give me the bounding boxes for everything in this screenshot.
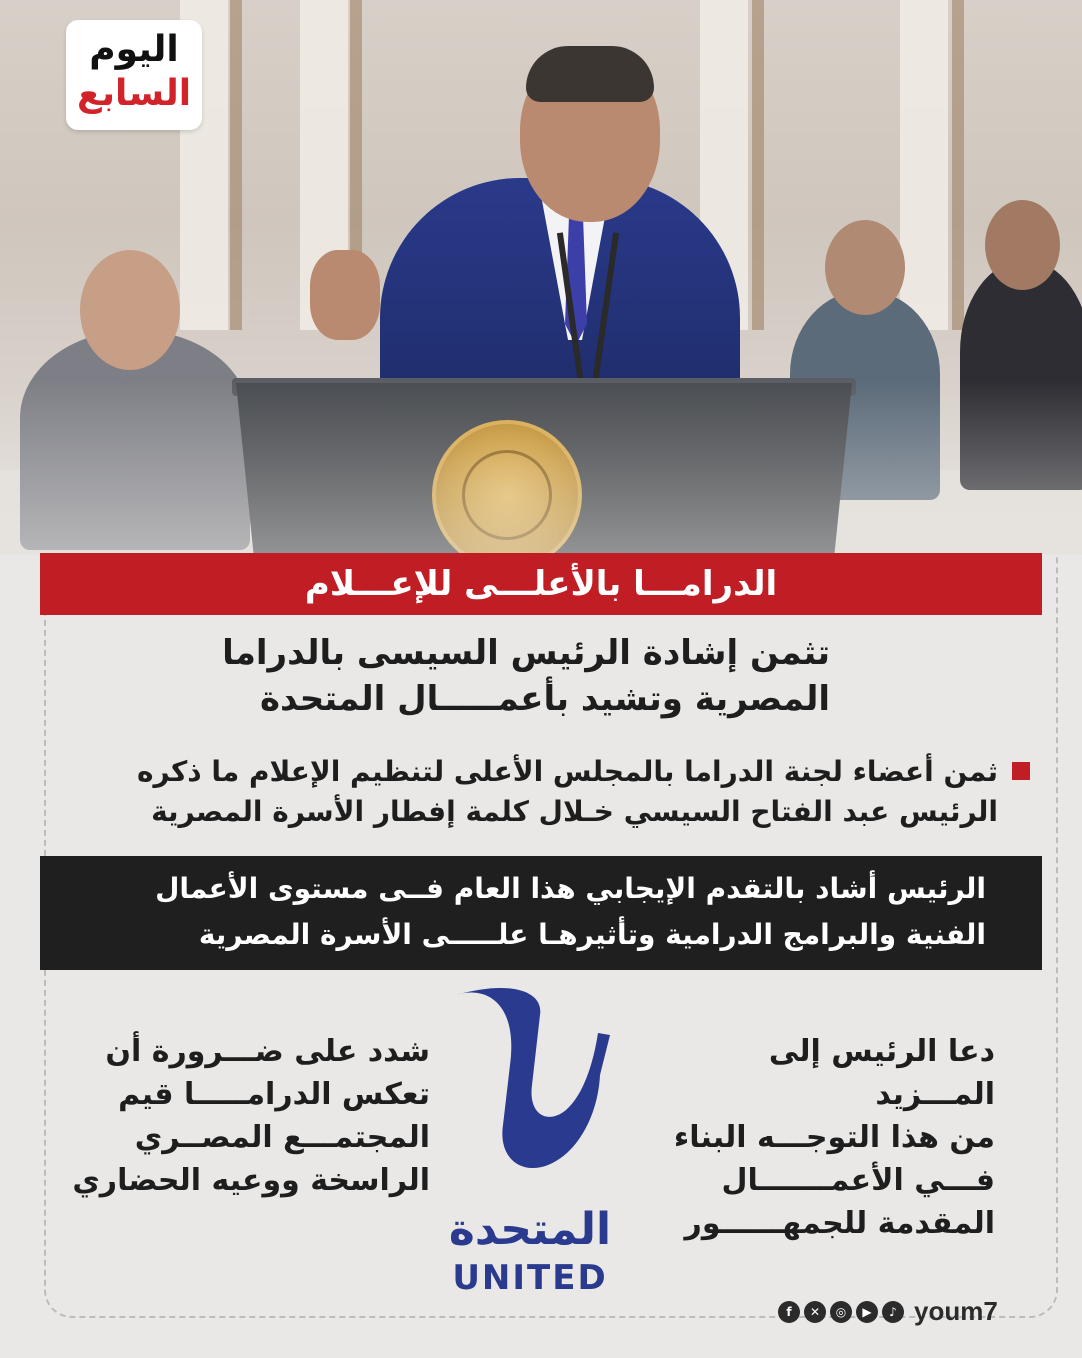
logo-line-2: السابع [76, 73, 192, 114]
bullet-square-icon [1012, 762, 1030, 780]
column-line: المقدمة للجمهــــــور [684, 1206, 995, 1241]
x-icon[interactable]: ✕ [804, 1301, 826, 1323]
subtitle [150, 630, 830, 722]
title-bar [40, 553, 1042, 615]
photo-fade [0, 380, 1082, 555]
bullet-text [88, 752, 998, 832]
attendee-head [80, 250, 180, 370]
united-english-name: UNITED [452, 1258, 608, 1298]
bullet-line: الرئيس عبد الفتاح السيسي خـلال كلمة إفطار الأسرة المصرية [151, 795, 998, 828]
logo-line-1: اليوم [89, 29, 179, 70]
shutter [752, 0, 764, 330]
tiktok-icon[interactable]: ♪ [882, 1301, 904, 1323]
highlight-line: الفنية والبرامج الدرامية وتأثيرهـا علـــــى الأسرة المصرية [198, 918, 986, 951]
column-line: دعا الرئيس إلى المـــزيد [768, 1034, 995, 1112]
youtube-icon[interactable]: ▶ [856, 1301, 878, 1323]
subtitle-line: تثمن إشادة الرئيس السيسى بالدراما [222, 633, 830, 673]
window [900, 0, 948, 330]
column-line: فـــي الأعمـــــــال [721, 1163, 995, 1198]
headline: الدرامـــا بالأعلـــى للإعـــلام [304, 564, 778, 604]
instagram-icon[interactable]: ◎ [830, 1301, 852, 1323]
attendee-head [985, 200, 1060, 290]
highlight-line: الرئيس أشاد بالتقدم الإيجابي هذا العام فــى مستوى الأعمال [155, 872, 986, 905]
united-logo-mark-icon [448, 985, 618, 1185]
attendee-head [825, 220, 905, 315]
facebook-icon[interactable]: f [778, 1301, 800, 1323]
speaker-hair [526, 46, 654, 102]
column-line: المجتمـــع المصــري [134, 1120, 430, 1155]
bullet-line: ثمن أعضاء لجنة الدراما بالمجلس الأعلى لتنظيم الإعلام ما ذكره [137, 755, 998, 788]
highlight-box [40, 856, 1042, 970]
subtitle-line: المصرية وتشيد بأعمـــــال المتحدة [259, 679, 830, 719]
bullet-paragraph [70, 752, 1030, 832]
column-line: شدد على ضـــرورة أن [105, 1034, 430, 1069]
highlight-text [96, 866, 986, 958]
speaker-hand [310, 250, 380, 340]
column-line: الراسخة ووعيه الحضاري [72, 1163, 430, 1198]
united-arabic-name: المتحدة [448, 1204, 612, 1255]
shutter [952, 0, 964, 330]
right-column-text [650, 1030, 995, 1245]
shutter [230, 0, 242, 330]
social-handle[interactable]: youm7 [914, 1296, 998, 1326]
column-line: تعكس الدرامـــــا قيم [118, 1077, 430, 1112]
youm7-logo [66, 20, 202, 130]
left-column-text [60, 1030, 430, 1202]
column-line: من هذا التوجـــه البناء [673, 1120, 995, 1155]
social-bar [778, 1296, 998, 1327]
